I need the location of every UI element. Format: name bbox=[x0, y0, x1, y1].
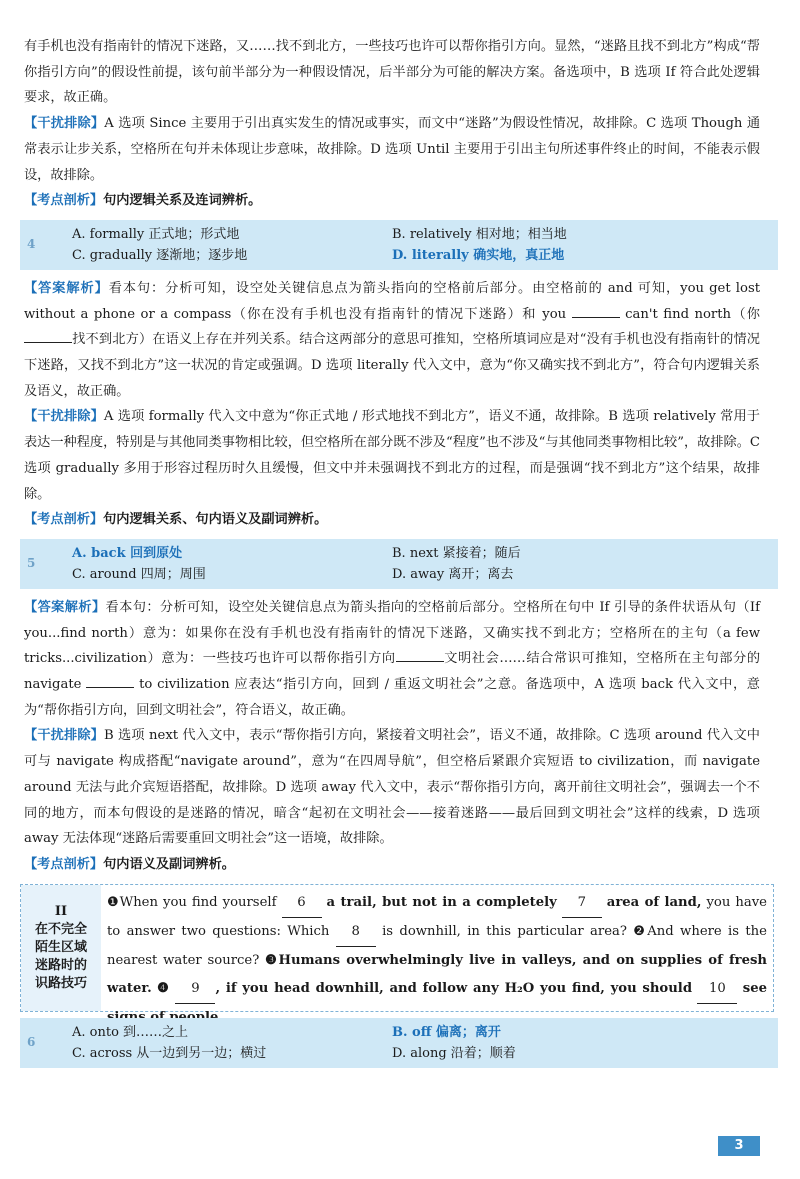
option-b-correct: B. off 偏离；离开 bbox=[392, 1024, 501, 1040]
blank-line bbox=[396, 647, 444, 662]
option-d-correct: D. literally 确实地，真正地 bbox=[392, 247, 565, 263]
section-label bbox=[21, 885, 101, 1011]
distractor-text: A 选项 Since 主要用于引出真实发生的情况或事实，而文中“迷路”为假设性情况，故排除。C 选项 Though 通常表示让步关系，空格所在句并未体现让步意味，故排除。D 选项 Until 主要用于引出主句所述事件终止的时间，不能表示假设，故排除。 bbox=[24, 116, 761, 183]
keypoint-text: 句内逻辑关系、句内语义及副词辨析。 bbox=[103, 512, 328, 528]
passage-box bbox=[20, 884, 774, 1012]
sentence: ❶When you find yourself bbox=[107, 894, 277, 910]
answer-text: 找不到北方）在语义上存在并列关系。结合这两部分的意思可推知，空格所填词应是对“没有手机也没有指南针的情况下迷路，又找不到北方”这一状况的肯定或强调。D 选项 literally 代入文中，意为“你又确实找不到北方”，符合句内逻辑关系及语义，故正确。 bbox=[24, 332, 760, 399]
sentence: area of land, bbox=[606, 894, 702, 910]
blank-7: 7 bbox=[562, 889, 602, 918]
option-a-correct: A. back 回到原处 bbox=[72, 545, 183, 561]
keypoint-text: 句内语义及副词辨析。 bbox=[103, 856, 235, 872]
question-number: 6 bbox=[27, 1034, 36, 1049]
distractor-tag: 【干扰排除】 bbox=[24, 409, 104, 425]
blank-10: 10 bbox=[697, 975, 737, 1004]
blank-6: 6 bbox=[282, 889, 322, 918]
explanation-paragraph bbox=[24, 34, 760, 111]
keypoint-tag: 【考点剖析】 bbox=[24, 512, 104, 528]
section-title-line: 在不完全 bbox=[34, 921, 87, 937]
option-d: D. along 沿着；顺着 bbox=[392, 1045, 516, 1061]
option-c: C. gradually 逐渐地；逐步地 bbox=[72, 247, 248, 263]
question-number: 4 bbox=[27, 237, 36, 252]
sentence: you have to answer two questions: Which bbox=[107, 894, 767, 939]
section-number: II bbox=[54, 903, 68, 919]
sentence: a trail, but not in a completely bbox=[326, 894, 557, 910]
blank-line bbox=[24, 328, 72, 343]
sentence: see bbox=[742, 980, 768, 996]
option-c: C. across 从一边到另一边；横过 bbox=[72, 1045, 267, 1061]
answer-text: 文明社会……结合常识可推知，空格所在主句部分的 navigate bbox=[24, 651, 761, 693]
explanation-text: 有手机也没有指南针的情况下迷路，又……找不到北方，一些技巧也许可以帮你指引方向。显然，“迷路且找不到北方”构成“帮你指引方向”的假设性前提，该句前半部分为一种假设情况，后半部分为可能的解决方案。备选项中，B 选项 If 符合此处逻辑要求，故正确。 bbox=[24, 39, 760, 106]
question-5-options bbox=[20, 539, 778, 589]
distractor-paragraph bbox=[24, 404, 760, 507]
section-title-line: 迷路时的 bbox=[34, 957, 87, 973]
sentence: ❹ bbox=[157, 980, 171, 996]
answer-text: to civilization 应表达“指引方向，回到 / 重返文明社会”之意。备选项中，A 选项 back 代入文中，意为“帮你指引方向，回到文明社会”，符合语义，故正确。 bbox=[24, 677, 760, 718]
answer-text: 看本句：分析可知，设空处关键信息点为箭头指向的空格前后部分。空格所在句中 If 引导的条件状语从句（If you...find north）意为：如果你在没有手机也没有指南针的情况下迷路，又确实找不到北方；空格所在的主句（a few tricks...civilization）意为：一些技巧也许可以帮你指引方向 bbox=[24, 599, 761, 667]
blank-8: 8 bbox=[336, 918, 376, 947]
question-4-options bbox=[20, 220, 778, 270]
option-a: A. onto 到……之上 bbox=[72, 1024, 189, 1040]
blank-9: 9 bbox=[175, 975, 215, 1004]
answer-paragraph bbox=[24, 276, 760, 405]
sentence: ❸Humans overwhelmingly live in valleys, and on supplies of fresh water. bbox=[107, 952, 767, 996]
sentence: is downhill, in this particular area? ❷And where is the nearest water source? bbox=[107, 923, 767, 968]
blank-line bbox=[86, 673, 134, 688]
keypoint-text: 句内逻辑关系及连词辨析。 bbox=[103, 193, 262, 209]
option-c: C. around 四周；周围 bbox=[72, 566, 206, 582]
distractor-tag: 【干扰排除】 bbox=[24, 728, 104, 744]
option-d: D. away 离开；离去 bbox=[392, 566, 514, 582]
distractor-tag: 【干扰排除】 bbox=[24, 116, 105, 132]
keypoint-paragraph bbox=[24, 188, 760, 214]
keypoint-paragraph bbox=[24, 507, 760, 533]
passage-text bbox=[107, 889, 767, 1032]
section-title-line: 陌生区域 bbox=[34, 939, 87, 955]
question-number: 5 bbox=[27, 556, 36, 571]
keypoint-tag: 【考点剖析】 bbox=[24, 856, 104, 872]
option-b: B. relatively 相对地；相当地 bbox=[392, 226, 567, 242]
option-b: B. next 紧接着；随后 bbox=[392, 545, 521, 561]
distractor-paragraph bbox=[24, 723, 760, 852]
answer-tag: 【答案解析】 bbox=[24, 599, 106, 615]
answer-tag: 【答案解析】 bbox=[24, 280, 109, 296]
answer-text: can't find north（你 bbox=[625, 306, 760, 322]
option-a: A. formally 正式地；形式地 bbox=[72, 226, 240, 242]
keypoint-paragraph bbox=[24, 852, 760, 878]
question-6-options bbox=[20, 1018, 778, 1068]
distractor-text: A 选项 formally 代入文中意为“你正式地 / 形式地找不到北方”，语义不通，故排除。B 选项 relatively 常用于表达一种程度，特别是与其他同类事物相比较，但空格所在部分既不涉及“程度”也不涉及“与其他同类事物相比较”，故排除。C 选项 gradually 多用于形容过程历时久且缓慢，但文中并未强调找不到北方的过程，而是强调“找不到北方”这个结果，故排除。 bbox=[24, 409, 760, 502]
page-content bbox=[24, 34, 768, 1074]
page-number: 3 bbox=[718, 1136, 760, 1156]
sentence: , if you head downhill, and follow any H₂O you find, you should bbox=[215, 980, 693, 996]
blank-line bbox=[572, 303, 620, 318]
distractor-paragraph bbox=[24, 111, 760, 188]
keypoint-tag: 【考点剖析】 bbox=[24, 193, 104, 209]
section-title-line: 识路技巧 bbox=[34, 975, 87, 991]
answer-text: 看本句：分析可知，设空处关键信息点为箭头指向的空格前后部分。由空格前的 and 可知，you get lost without a phone or a compass（你在没有手机也没有指南针的情况下迷路）和 you bbox=[24, 280, 761, 322]
answer-paragraph bbox=[24, 595, 760, 724]
distractor-text: B 选项 next 代入文中，表示“帮你指引方向，紧接着文明社会”，语义不通，故排除。C 选项 around 代入文中可与 navigate 构成搭配“navigate around”，意为“在四周导航”，但空格后紧跟介宾短语 to civilization，而 navigate around 无法与此介宾短语搭配，故排除。D 选项 away 代入文中，表示“帮你指引方向，离开前往文明社会”，强调去一个不同的地方，而本句假设的是迷路的情况，暗含“起初在文明社会——接着迷路——最后回到文明社会”这样的线索，D 选项 away 无法体现“迷路后需要重回文明社会”这一语境，故排除。 bbox=[24, 728, 760, 847]
